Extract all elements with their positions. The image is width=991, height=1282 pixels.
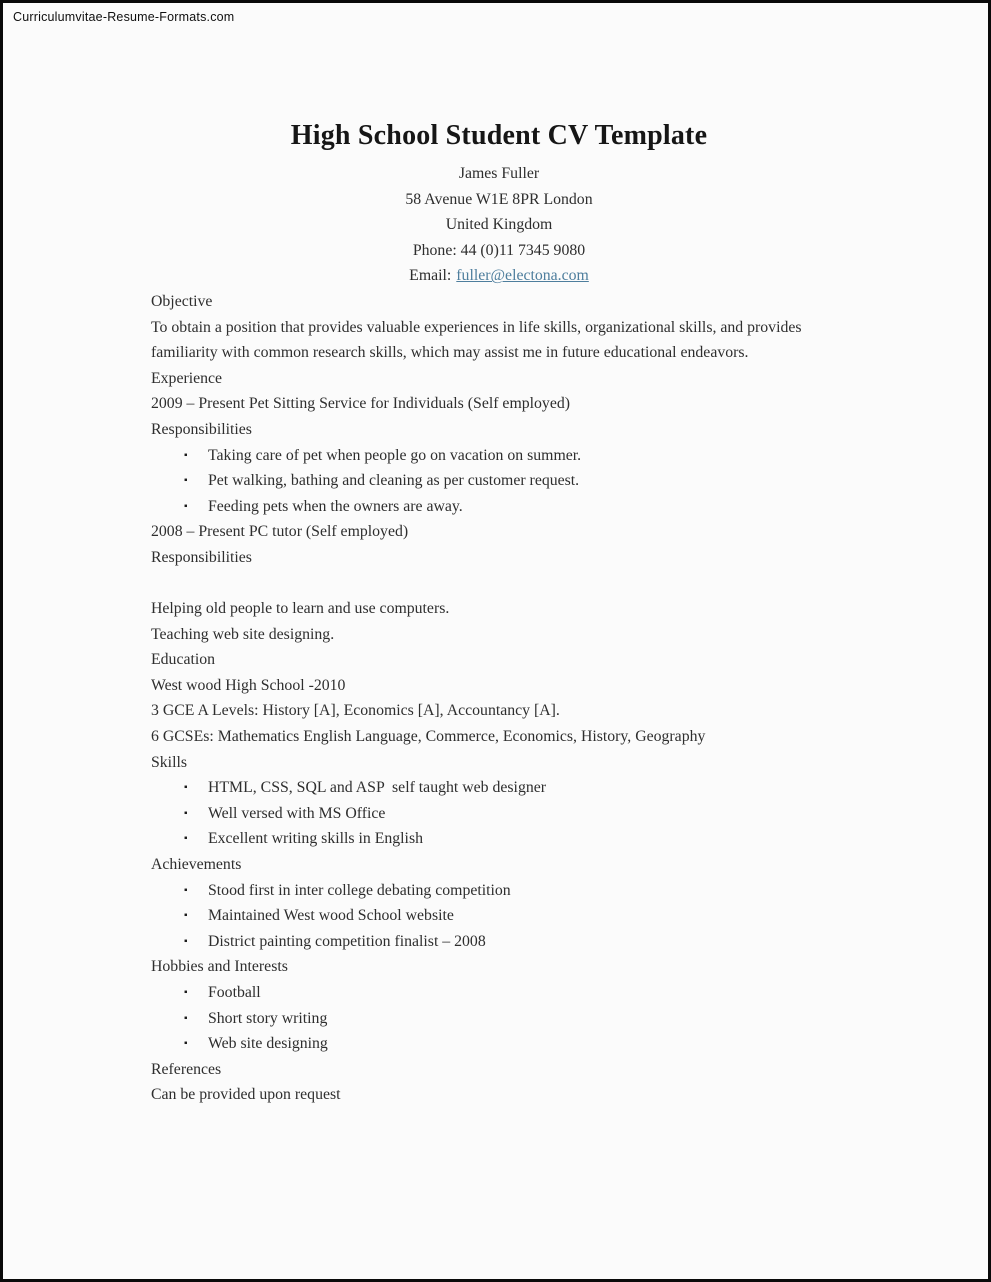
contact-email-row	[151, 263, 847, 289]
skills-heading: Skills	[151, 753, 187, 771]
site-watermark: Curriculumvitae-Resume-Formats.com	[13, 10, 235, 24]
bullet-icon: ▪	[184, 987, 188, 998]
job2-duty-line: Teaching web site designing.	[151, 625, 335, 643]
bullet-icon: ▪	[184, 807, 188, 819]
achievements-heading: Achievements	[151, 856, 242, 874]
email-label: Email:	[409, 267, 452, 285]
education-line: 6 GCSEs: Mathematics English Language, Commerce, Economics, History, Geography	[151, 728, 706, 746]
contact-country: United Kingdom	[445, 216, 553, 234]
experience-heading: Experience	[151, 369, 223, 387]
hobbies-bullet-text: Web site designing	[208, 1035, 328, 1053]
cv-document	[151, 117, 847, 1108]
bullet-icon: ▪	[184, 1038, 188, 1050]
job1-bullet-text: Pet walking, bathing and cleaning as per customer request.	[208, 472, 580, 490]
skills-bullet-item	[151, 775, 847, 801]
references-heading: References	[151, 1060, 222, 1078]
job1-bullet-text: Feeding pets when the owners are away.	[208, 497, 463, 515]
contact-phone: Phone: 44 (0)11 7345 9080	[412, 241, 586, 259]
bullet-icon: ▪	[184, 1012, 188, 1024]
references-text: Can be provided upon request	[151, 1086, 341, 1104]
skills-bullet-text: Well versed with MS Office	[208, 804, 386, 822]
document-title: High School Student CV Template	[290, 120, 708, 151]
education-line: 3 GCE A Levels: History [A], Economics [A], Accountancy [A].	[151, 702, 560, 720]
bullet-icon: ▪	[184, 884, 188, 896]
skills-bullet-text: Excellent writing skills in English	[208, 830, 423, 848]
job1-bullet-text: Taking care of pet when people go on vacation on summer.	[208, 446, 582, 464]
achievements-bullet-item	[151, 929, 847, 955]
achievements-bullet-text: Stood first in inter college debating competition	[208, 881, 511, 899]
achievements-bullet-item	[151, 903, 847, 929]
job2-title: 2008 – Present PC tutor (Self employed)	[151, 523, 409, 541]
achievements-bullet-text: District painting competition finalist – 2008	[208, 932, 486, 950]
hobbies-bullet-text: Football	[208, 984, 261, 1001]
bullet-icon: ▪	[184, 935, 188, 947]
job1-bullet-item	[151, 468, 847, 494]
hobbies-bullet-item	[151, 980, 847, 1006]
skills-bullet-item	[151, 826, 847, 852]
bullet-icon: ▪	[184, 449, 188, 461]
blank-line	[151, 571, 847, 597]
objective-heading: Objective	[151, 292, 213, 310]
contact-name: James Fuller	[458, 165, 540, 182]
bullet-icon: ▪	[184, 475, 188, 487]
job2-duty-line: Helping old people to learn and use computers.	[151, 600, 450, 618]
achievements-bullet-text: Maintained West wood School website	[208, 907, 454, 925]
education-heading: Education	[151, 651, 216, 669]
email-link[interactable]: fuller@electona.com	[456, 267, 589, 285]
skills-bullet-item	[151, 801, 847, 827]
education-line: West wood High School -2010	[151, 676, 346, 694]
bullet-icon: ▪	[184, 782, 188, 794]
job1-responsibilities-heading: Responsibilities	[151, 420, 252, 438]
hobbies-bullet-item	[151, 1031, 847, 1057]
job1-bullet-item	[151, 494, 847, 520]
skills-bullet-text: HTML, CSS, SQL and ASP self taught web designer	[208, 779, 547, 797]
objective-text: To obtain a position that provides valuable experiences in life skills, organizational skills, and provides familiarity with common research skills, which may assist me in future educational endeavors.	[151, 318, 806, 362]
achievements-bullet-item	[151, 878, 847, 904]
hobbies-bullet-item	[151, 1006, 847, 1032]
contact-address: 58 Avenue W1E 8PR London	[405, 190, 593, 208]
job2-responsibilities-heading: Responsibilities	[151, 548, 252, 566]
job1-bullet-item	[151, 443, 847, 469]
bullet-icon: ▪	[184, 833, 188, 845]
bullet-icon: ▪	[184, 910, 188, 922]
bullet-icon: ▪	[184, 500, 188, 512]
hobbies-heading: Hobbies and Interests	[151, 958, 288, 976]
hobbies-bullet-text: Short story writing	[208, 1009, 328, 1027]
job1-title: 2009 – Present Pet Sitting Service for Individuals (Self employed)	[151, 395, 570, 413]
